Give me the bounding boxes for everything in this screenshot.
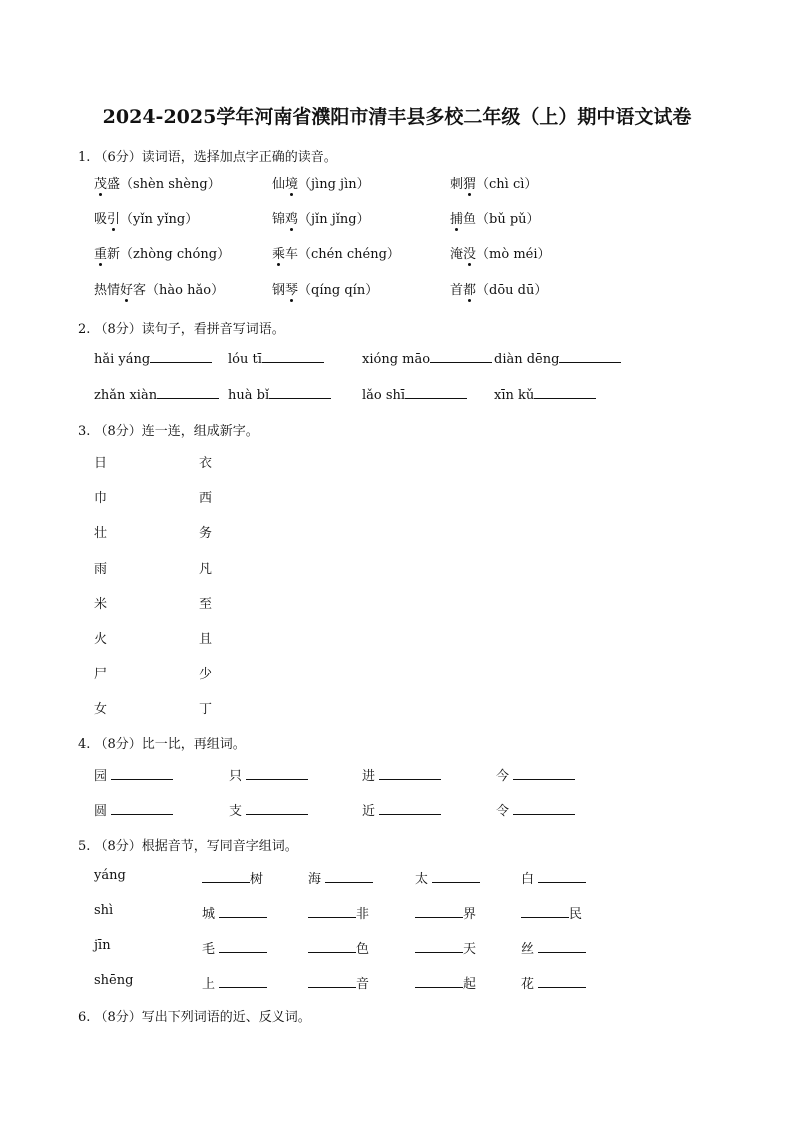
q4-char: 令 <box>496 804 514 819</box>
q1-word-item <box>450 279 547 298</box>
q1-word-item <box>94 208 198 227</box>
q3-left-char[interactable]: 巾 <box>94 491 108 507</box>
answer-blank[interactable] <box>262 350 324 363</box>
q1-word-prefix: 锦 <box>272 212 286 227</box>
q3-left-char[interactable]: 米 <box>94 596 108 612</box>
q2-pinyin: xīn kǔ <box>494 388 535 403</box>
q2-pinyin-item <box>494 350 621 367</box>
q1-word-prefix: 刺 <box>450 177 464 192</box>
q4-char-item <box>496 800 575 819</box>
q2-pinyin-item <box>94 350 212 367</box>
q4-char-item <box>94 800 173 819</box>
q5-given-char: 树 <box>250 872 264 887</box>
q3-right-char[interactable]: 少 <box>199 667 213 683</box>
q1-word-prefix: 首 <box>450 283 464 298</box>
answer-blank[interactable] <box>157 386 219 399</box>
answer-blank[interactable] <box>111 767 173 780</box>
answer-blank[interactable] <box>538 940 586 953</box>
q5-pinyin: jīn <box>94 938 111 953</box>
answer-blank[interactable] <box>430 350 492 363</box>
q5-given-char: 毛 <box>202 942 220 957</box>
q5-pinyin: shēng <box>94 973 134 988</box>
answer-blank[interactable] <box>432 870 480 883</box>
q5-cell <box>202 938 267 957</box>
q4-char: 今 <box>496 769 514 784</box>
q5-cell <box>415 938 476 957</box>
q1-word-item <box>272 243 400 262</box>
answer-blank[interactable] <box>246 802 308 815</box>
q1-dotted-char: 都 <box>463 279 476 298</box>
q1-word-suffix: 客（hào hǎo） <box>133 283 225 298</box>
q1-dotted-char: 境 <box>285 173 298 192</box>
answer-blank[interactable] <box>202 870 250 883</box>
q1-word-suffix: （jìng jìn） <box>298 177 370 192</box>
q1-word-prefix: 淹 <box>450 247 464 262</box>
q3-right-char[interactable]: 务 <box>199 526 213 542</box>
q1-word-suffix: 盛（shèn shèng） <box>107 177 221 192</box>
answer-blank[interactable] <box>308 975 356 988</box>
q5-cell <box>521 903 582 922</box>
q5-given-char: 城 <box>202 907 220 922</box>
q4-char: 近 <box>362 804 380 819</box>
q2-pinyin-item <box>362 386 467 403</box>
answer-blank[interactable] <box>111 802 173 815</box>
answer-blank[interactable] <box>219 975 267 988</box>
q2-pinyin: xióng māo <box>362 352 431 367</box>
q4-char-item <box>229 765 308 784</box>
question-1-label: 1. （6分）读词语，选择加点字正确的读音。 <box>78 150 337 165</box>
answer-blank[interactable] <box>538 870 586 883</box>
q5-cell <box>415 973 476 992</box>
q1-word-item <box>94 173 221 192</box>
answer-blank[interactable] <box>325 870 373 883</box>
q1-dotted-char: 乘 <box>272 243 285 262</box>
q5-pinyin: shì <box>94 903 114 918</box>
q5-given-char: 音 <box>356 977 370 992</box>
question-4-label: 4. （8分）比一比，再组词。 <box>78 737 246 752</box>
q1-dotted-char: 猬 <box>463 173 476 192</box>
q1-dotted-char: 好 <box>120 279 133 298</box>
q1-dotted-char: 茂 <box>94 173 107 192</box>
q5-given-char: 丝 <box>521 942 539 957</box>
q1-word-suffix: （mò méi） <box>476 247 551 262</box>
answer-blank[interactable] <box>415 940 463 953</box>
q1-word-suffix: （jǐn jǐng） <box>298 212 370 227</box>
answer-blank[interactable] <box>219 940 267 953</box>
q1-word-suffix: 鱼（bǔ pǔ） <box>463 212 540 227</box>
q1-word-prefix: 钢 <box>272 283 286 298</box>
q1-word-suffix: （dōu dū） <box>476 283 548 298</box>
q2-pinyin: hǎi yáng <box>94 352 151 367</box>
q5-cell <box>308 868 373 887</box>
q1-word-item <box>94 279 224 298</box>
q1-word-item <box>272 279 378 298</box>
answer-blank[interactable] <box>559 350 621 363</box>
q5-given-char: 花 <box>521 977 539 992</box>
q5-given-char: 界 <box>463 907 477 922</box>
q1-word-suffix: 新（zhòng chóng） <box>107 247 231 262</box>
q3-right-char[interactable]: 西 <box>199 491 213 507</box>
q5-cell <box>308 938 369 957</box>
answer-blank[interactable] <box>521 905 569 918</box>
q4-char: 圆 <box>94 804 112 819</box>
q3-right-char[interactable]: 凡 <box>199 561 213 577</box>
answer-blank[interactable] <box>513 767 575 780</box>
q1-word-item <box>272 208 370 227</box>
q3-left-char[interactable]: 壮 <box>94 526 108 542</box>
q5-given-char: 海 <box>308 872 326 887</box>
q5-cell <box>308 903 369 922</box>
q3-left-char[interactable]: 日 <box>94 456 108 471</box>
q1-dotted-char: 引 <box>107 208 120 227</box>
answer-blank[interactable] <box>219 905 267 918</box>
q1-dotted-char: 琴 <box>285 279 298 298</box>
q4-char-item <box>362 800 441 819</box>
q5-given-char: 上 <box>202 977 220 992</box>
q4-char-item <box>362 765 441 784</box>
question-6-label: 6. （8分）写出下列词语的近、反义词。 <box>78 1010 311 1025</box>
q3-left-char[interactable]: 尸 <box>94 667 108 683</box>
q1-word-prefix: 吸 <box>94 212 108 227</box>
answer-blank[interactable] <box>269 386 331 399</box>
q1-word-item <box>272 173 370 192</box>
q5-given-char: 起 <box>463 977 477 992</box>
q2-pinyin: lǎo shī <box>362 388 406 403</box>
q5-pinyin: yáng <box>94 868 126 883</box>
q3-right-char[interactable]: 丁 <box>199 702 213 718</box>
answer-blank[interactable] <box>415 905 463 918</box>
q1-dotted-char: 没 <box>463 243 476 262</box>
question-2-label: 2. （8分）读句子，看拼音写词语。 <box>78 322 285 337</box>
q2-pinyin-item <box>494 386 596 403</box>
q1-word-suffix: （qíng qín） <box>298 283 379 298</box>
q5-given-char: 天 <box>463 942 477 957</box>
q4-char-item <box>94 765 173 784</box>
q1-word-item <box>450 243 551 262</box>
question-3-label: 3. （8分）连一连，组成新字。 <box>78 424 259 439</box>
q5-given-char: 色 <box>356 942 370 957</box>
q5-cell <box>202 973 267 992</box>
q5-cell <box>415 868 480 887</box>
q4-char: 支 <box>229 804 247 819</box>
answer-blank[interactable] <box>379 802 441 815</box>
q3-left-char[interactable]: 火 <box>94 632 108 647</box>
q3-right-char[interactable]: 且 <box>199 632 213 647</box>
q5-given-char: 白 <box>521 872 539 887</box>
q1-word-suffix: （chì cì） <box>476 177 538 192</box>
page-title: 2024-2025学年河南省濮阳市清丰县多校二年级（上）期中语文试卷 <box>102 106 692 128</box>
q1-word-prefix: 热情 <box>94 283 121 298</box>
q5-cell <box>521 868 586 887</box>
q5-cell <box>521 973 586 992</box>
q5-given-char: 民 <box>569 907 583 922</box>
q4-char: 只 <box>229 769 247 784</box>
q4-char-item <box>496 765 575 784</box>
q5-given-char: 非 <box>356 907 370 922</box>
q1-dotted-char: 鸡 <box>285 208 298 227</box>
q2-pinyin-item <box>228 350 324 367</box>
answer-blank[interactable] <box>308 940 356 953</box>
q2-pinyin-item <box>362 350 492 367</box>
answer-blank[interactable] <box>405 386 467 399</box>
answer-blank[interactable] <box>246 767 308 780</box>
q3-left-char[interactable]: 雨 <box>94 561 108 577</box>
q1-word-item <box>94 243 230 262</box>
q2-pinyin-item <box>94 386 219 403</box>
q5-cell <box>521 938 586 957</box>
q1-word-suffix: 车（chén chéng） <box>285 247 400 262</box>
q2-pinyin: huà bǐ <box>228 388 270 403</box>
answer-blank[interactable] <box>308 905 356 918</box>
q2-pinyin-item <box>228 386 331 403</box>
q4-char-item <box>229 800 308 819</box>
answer-blank[interactable] <box>538 975 586 988</box>
q1-word-prefix: 仙 <box>272 177 286 192</box>
q1-dotted-char: 重 <box>94 243 107 262</box>
question-5-label: 5. （8分）根据音节，写同音字组词。 <box>78 839 298 854</box>
q4-char: 进 <box>362 769 380 784</box>
answer-blank[interactable] <box>513 802 575 815</box>
q5-cell <box>202 903 267 922</box>
q4-char: 园 <box>94 769 112 784</box>
q5-cell <box>308 973 369 992</box>
q5-cell <box>415 903 476 922</box>
q2-pinyin: lóu tī <box>228 352 262 367</box>
q1-dotted-char: 捕 <box>450 208 463 227</box>
q3-left-char[interactable]: 女 <box>94 702 108 718</box>
q2-pinyin: diàn dēng <box>494 352 560 367</box>
answer-blank[interactable] <box>150 350 212 363</box>
q1-word-suffix: （yǐn yǐng） <box>120 212 199 227</box>
q1-word-item <box>450 208 540 227</box>
answer-blank[interactable] <box>379 767 441 780</box>
q5-given-char: 太 <box>415 872 433 887</box>
answer-blank[interactable] <box>415 975 463 988</box>
q5-cell <box>202 868 263 887</box>
q3-right-char[interactable]: 至 <box>199 596 213 612</box>
q1-word-item <box>450 173 537 192</box>
answer-blank[interactable] <box>534 386 596 399</box>
q3-right-char[interactable]: 衣 <box>199 456 213 471</box>
q2-pinyin: zhǎn xiàn <box>94 388 158 403</box>
